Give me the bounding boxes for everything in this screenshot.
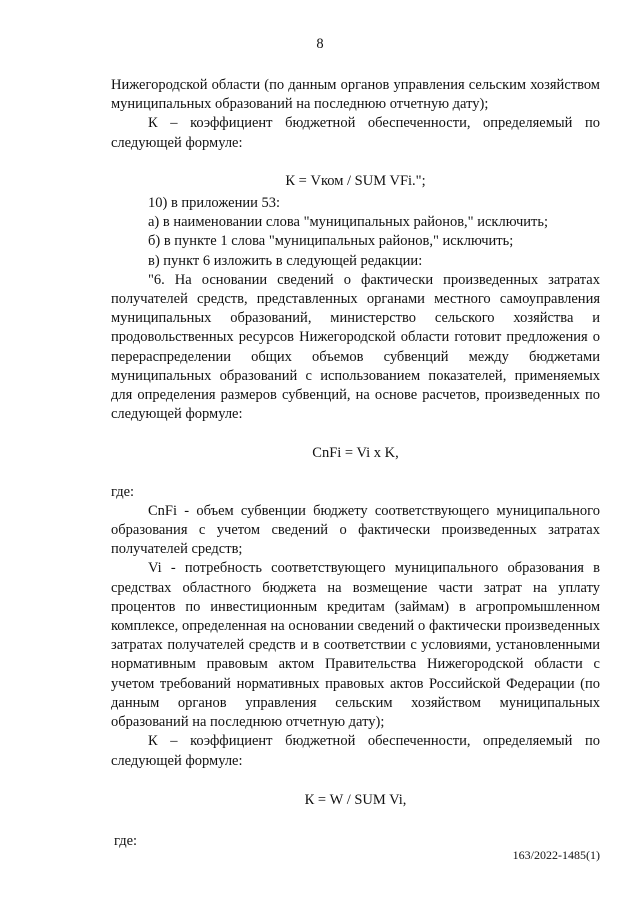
definition-k: К – коэффициент бюджетной обеспеченности, определяемый по следующей формуле:	[111, 733, 600, 769]
list-item-a: а) в наименовании слова "муниципальных районов," исключить;	[148, 214, 549, 231]
list-item-b: б) в пункте 1 слова "муниципальных районов," исключить;	[148, 233, 514, 250]
page-number: 8	[316, 36, 324, 52]
definition-vi: Vi - потребность соответствующего муниципального образования в средствах областного бюджета на возмещение части затрат на уплату процентов по инвестиционным кредитам (займам) в агропромышленном комплексе, определенная на основании сведений о фактически произведенных затратах получателей средств и в соответствии с условиями, установленными нормативным правовым актом Правительства Нижегородской области с учетом требований нормативных правовых актов Российской Федерации (по данным органов управления сельским хозяйством муниципальных образований на последнюю отчетную дату);	[111, 560, 600, 731]
where-label: где:	[111, 483, 135, 500]
formula-k-vkom: К = Vком / SUM VFi.";	[285, 172, 426, 189]
paragraph-point-6: "6. На основании сведений о фактически произведенных затратах получателей средств, представленных органами местного самоуправления муниципальных образований, министерство сельского хозяйства и продовольственных ресурсов Нижегородской области готовит предложения о перераспределении общих объемов субвенций между бюджетами муниципальных образований с использованием показателей, применяемых для определения размеров субвенций, на основе расчетов, произведенных по следующей формуле:	[111, 271, 600, 423]
list-item-10: 10) в приложении 53:	[148, 195, 281, 212]
paragraph-k-definition: К – коэффициент бюджетной обеспеченности, определяемый по следующей формуле:	[111, 115, 600, 151]
list-item-v: в) пункт 6 изложить в следующей редакции:	[148, 252, 423, 269]
where-label-2: где:	[114, 832, 138, 849]
formula-k-w: К = W / SUM Vi,	[304, 791, 407, 808]
document-code: 163/2022-1485(1)	[512, 848, 600, 862]
document-body	[111, 76, 600, 851]
formula-cnfi: CnFi = Vi x K,	[312, 445, 399, 462]
definition-cnfi: CnFi - объем субвенции бюджету соответствующего муниципального образования с учетом сведений о фактически произведенных затратах получателей средств;	[111, 502, 600, 558]
paragraph-region-data-source: Нижегородской области (по данным органов управления сельским хозяйством муниципальных образований на последнюю отчетную дату);	[111, 77, 600, 113]
